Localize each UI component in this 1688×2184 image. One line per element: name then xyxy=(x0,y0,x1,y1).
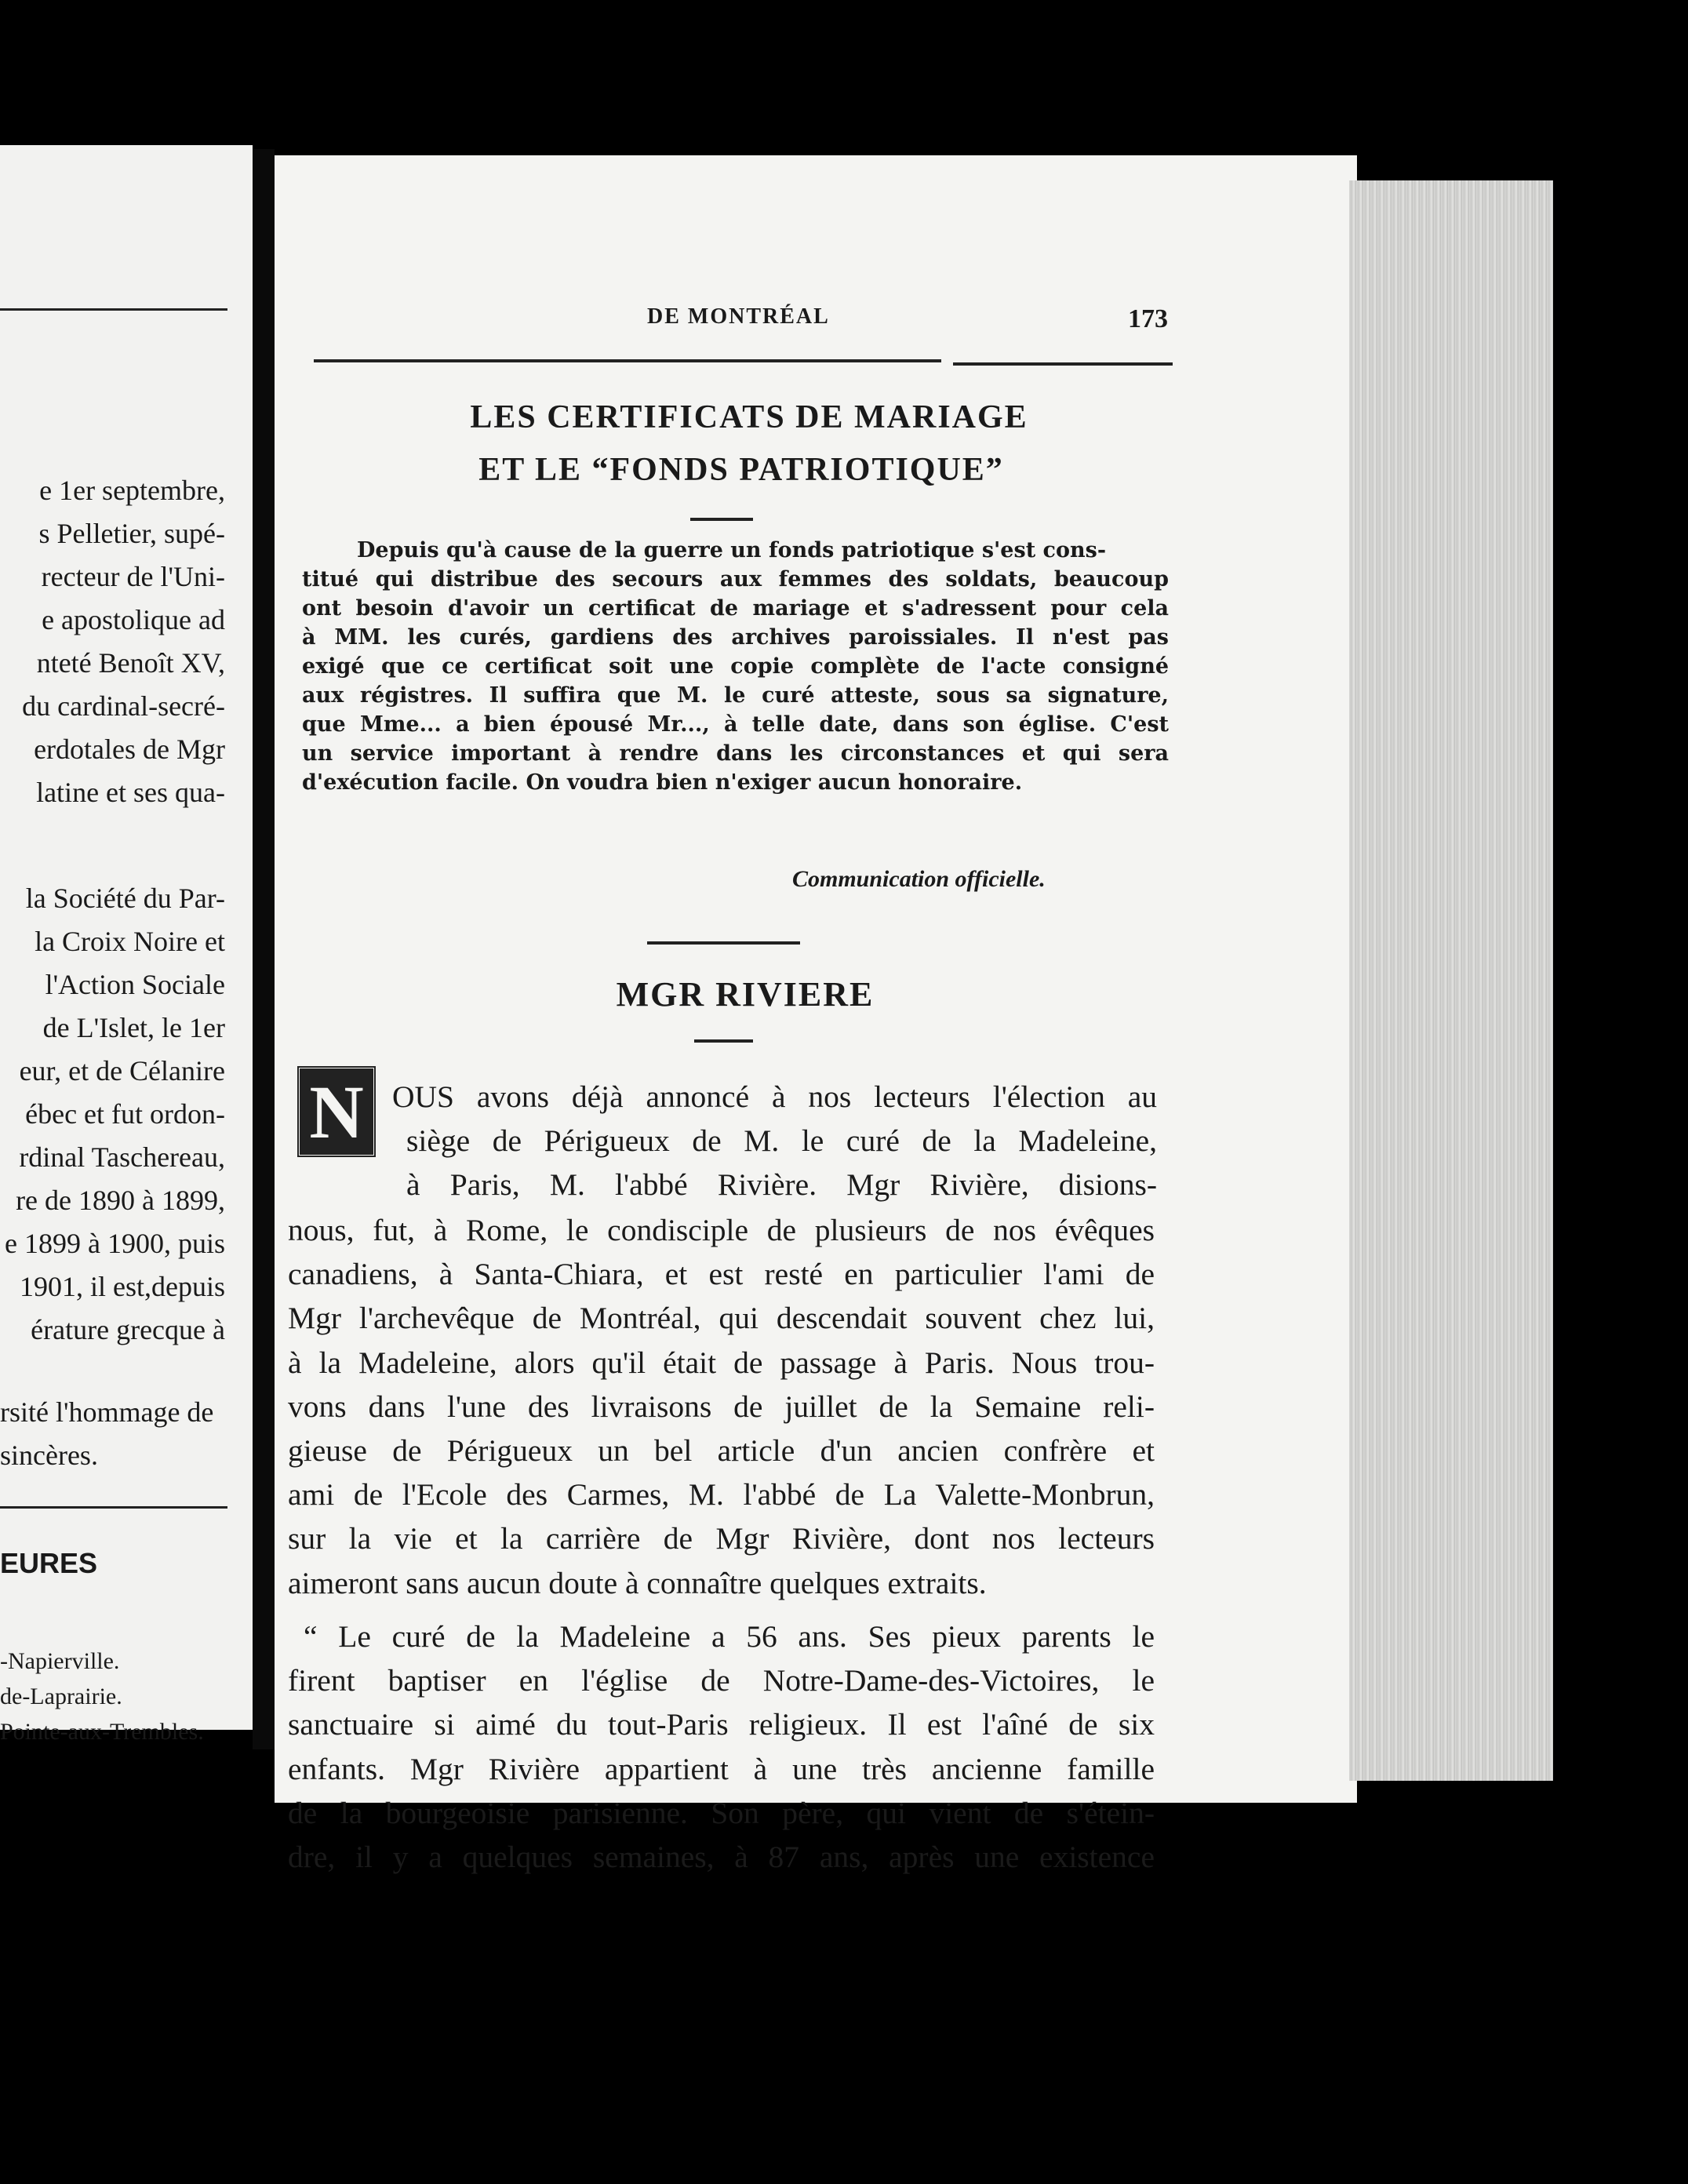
section-rule xyxy=(0,1506,227,1509)
quote-line: enfants. Mgr Rivière appartient à une très ancienne famille xyxy=(288,1751,1155,1786)
quote-line: dre, il y a quelques semaines, à 87 ans, après une existence xyxy=(288,1840,1155,1875)
left-page xyxy=(0,145,253,1745)
article-quote xyxy=(288,1614,1155,1879)
article-line: d'exécution facile. On voudra bien n'exiger aucun honoraire. xyxy=(302,770,1023,795)
left-line: 1901, il est,depuis xyxy=(20,1271,225,1302)
article-line: un service important à rendre dans les circonstances et qui sera xyxy=(302,741,1169,766)
quote-line: de la bourgeoisie parisienne. Son père, qui vient de s'étein- xyxy=(288,1795,1155,1830)
left-line: e 1899 à 1900, puis xyxy=(5,1228,225,1259)
body-line: Mgr l'archevêque de Montréal, qui descendait souvent chez lui, xyxy=(288,1301,1155,1336)
article-line: titué qui distribue des secours aux femmes des soldats, beaucoup xyxy=(302,567,1169,592)
left-line: re de 1890 à 1899, xyxy=(16,1185,225,1216)
article-line: aux régistres. Il suffira que M. le curé atteste, sous sa signature, xyxy=(302,683,1169,708)
section-heading: EURES xyxy=(0,1547,98,1579)
article-body xyxy=(288,1208,1155,1605)
body-line: nous, fut, à Rome, le condisciple de plusieurs de nos évêques xyxy=(288,1213,1155,1247)
running-head: DE MONTRÉAL xyxy=(647,304,830,329)
list-item: -Napierville. xyxy=(0,1648,120,1674)
left-line: e apostolique ad xyxy=(42,604,225,635)
left-line: la Croix Noire et xyxy=(35,926,225,957)
list-item: de-Laprairie. xyxy=(0,1684,122,1709)
top-rule xyxy=(0,308,227,311)
book-gutter xyxy=(253,149,275,1749)
left-line: e 1er septembre, xyxy=(39,475,225,506)
left-line: nteté Benoît XV, xyxy=(36,647,225,679)
article-body-opening xyxy=(392,1075,1157,1207)
list-item: Pointe-aux-Trembles. xyxy=(0,1719,204,1745)
drop-cap: N xyxy=(296,1065,377,1158)
left-line: eur, et de Célanire xyxy=(19,1055,225,1087)
body-line: vons dans l'une des livraisons de juillet de la Semaine reli- xyxy=(288,1389,1155,1424)
article-line: exigé que ce certificat soit une copie complète de l'acte consigné xyxy=(302,654,1169,679)
title-rule xyxy=(694,1039,753,1043)
left-line: sincères. xyxy=(0,1440,98,1471)
article-title-line: ET LE “FONDS PATRIOTIQUE” xyxy=(478,452,1004,488)
body-line: à la Madeleine, alors qu'il était de passage à Paris. Nous trou- xyxy=(288,1345,1155,1380)
body-line: aimeront sans aucun doute à connaître quelques extraits. xyxy=(288,1565,987,1600)
left-line: de L'Islet, le 1er xyxy=(42,1012,225,1043)
left-line: rsité l'hommage de xyxy=(0,1396,214,1428)
header-rule xyxy=(953,362,1173,366)
left-line: latine et ses qua- xyxy=(36,777,225,808)
left-line: du cardinal-secré- xyxy=(22,690,225,722)
article-line: à MM. les curés, gardiens des archives paroissiales. Il n'est pas xyxy=(302,625,1169,650)
article-line: que Mme... a bien épousé Mr..., à telle date, dans son église. C'est xyxy=(302,712,1169,737)
page-edge xyxy=(1349,180,1553,1781)
left-line: s Pelletier, supé- xyxy=(38,518,225,549)
body-line: canadiens, à Santa-Chiara, et est resté en particulier l'ami de xyxy=(288,1257,1155,1292)
article-line: ont besoin d'avoir un certificat de mariage et s'adressent pour cela xyxy=(302,596,1169,621)
body-line: à Paris, M. l'abbé Rivière. Mgr Rivière, disions- xyxy=(406,1167,1157,1203)
body-line: gieuse de Périgueux un bel article d'un ancien confrère et xyxy=(288,1433,1155,1469)
body-line: sur la vie et la carrière de Mgr Rivière, dont nos lecteurs xyxy=(288,1521,1155,1556)
left-line: rdinal Taschereau, xyxy=(19,1141,225,1173)
left-line: recteur de l'Uni- xyxy=(41,561,225,592)
quote-line: firent baptiser en l'église de Notre-Dame-des-Victoires, le xyxy=(288,1663,1155,1698)
header-rule xyxy=(314,359,941,362)
body-line: siège de Périgueux de M. le curé de la Madeleine, xyxy=(406,1123,1157,1159)
left-line: la Société du Par- xyxy=(25,883,225,914)
article-title-line: LES CERTIFICATS DE MARIAGE xyxy=(470,399,1028,435)
section-divider xyxy=(647,941,800,945)
article-line: Depuis qu'à cause de la guerre un fonds patriotique s'est cons- xyxy=(357,538,1107,562)
body-line: ami de l'Ecole des Carmes, M. l'abbé de La Valette-Monbrun, xyxy=(288,1477,1155,1512)
quote-line: sanctuaire si aimé du tout-Paris religieux. Il est l'aîné de six xyxy=(288,1707,1155,1742)
article-signature: Communication officielle. xyxy=(792,866,1046,892)
article-title: MGR RIVIERE xyxy=(616,975,875,1014)
left-line: l'Action Sociale xyxy=(45,969,225,1000)
left-line: ébec et fut ordon- xyxy=(25,1098,225,1130)
page-number: 173 xyxy=(1128,304,1168,333)
body-line: OUS avons déjà annoncé à nos lecteurs l'élection au xyxy=(392,1079,1157,1114)
quote-line: “ Le curé de la Madeleine a 56 ans. Ses pieux parents le xyxy=(304,1619,1155,1654)
left-line: erdotales de Mgr xyxy=(34,733,225,765)
title-rule xyxy=(690,518,753,521)
left-line: érature grecque à xyxy=(31,1314,225,1345)
